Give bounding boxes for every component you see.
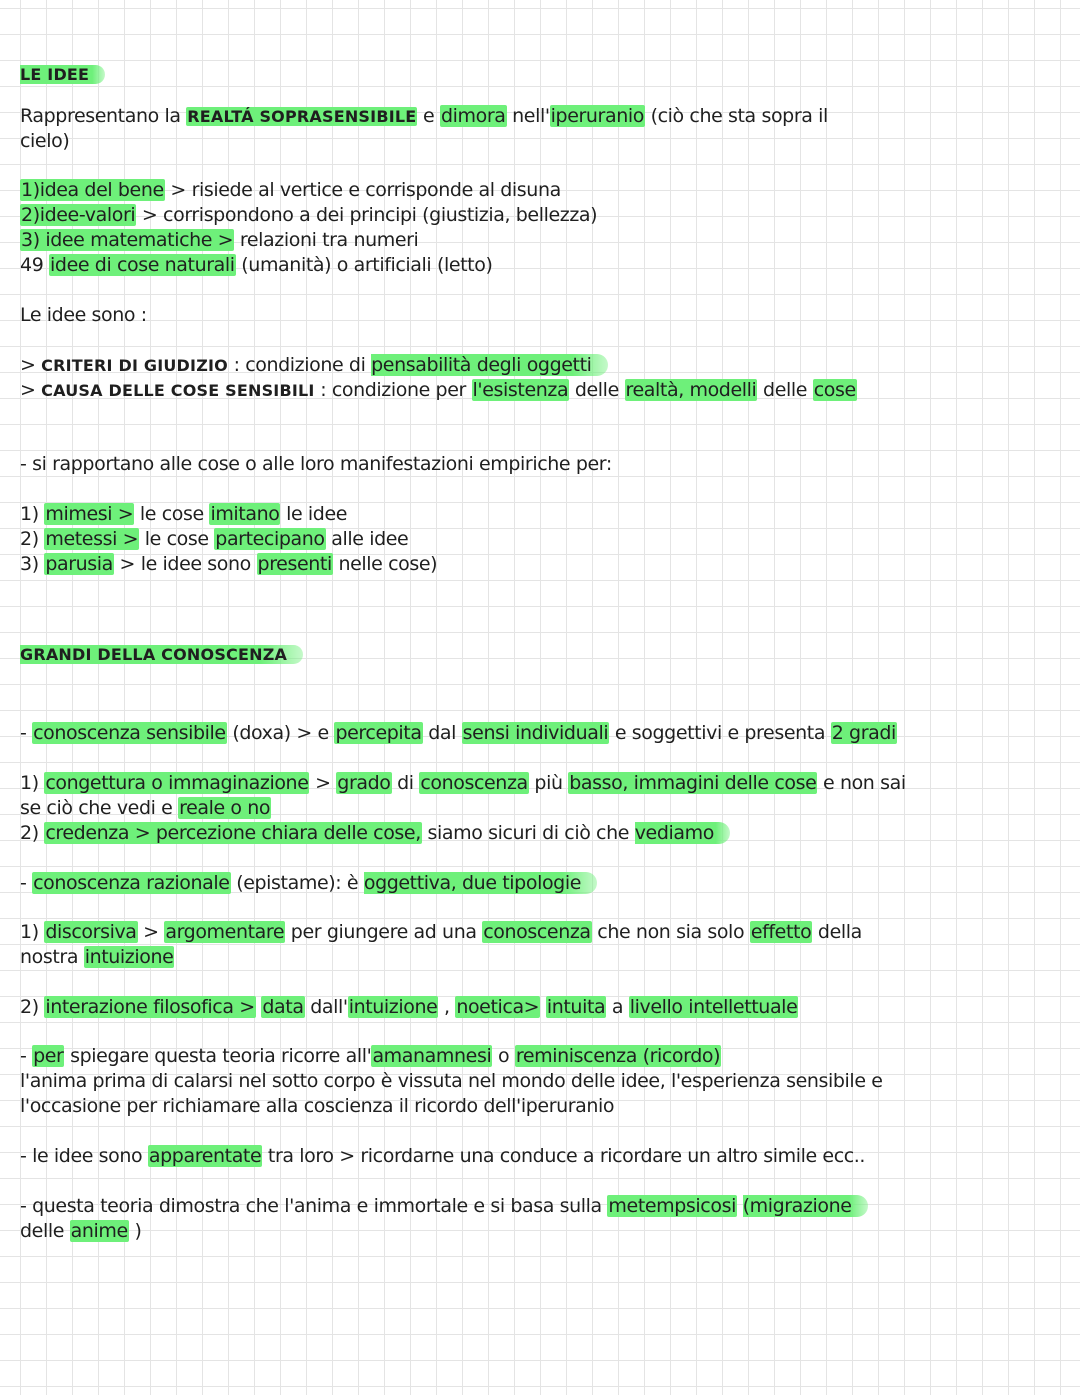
text-segment: alle idee [325,528,409,550]
text-segment [540,996,546,1018]
title-grandi-conoscenza [20,642,303,667]
text-segment: conoscenza razionale [33,872,230,894]
text-segment: intuizione [348,996,438,1018]
text-segment: l'esistenza [472,379,569,401]
metempsicosi-line-2 [20,1219,141,1244]
list-item-idee-valori [20,203,597,228]
text-segment: ) [128,1220,142,1242]
text-segment: reale o no [179,797,271,819]
text-segment: 1) [20,503,45,525]
text-segment: (doxa) > e [226,722,335,744]
text-segment: (epistame): è [230,872,364,894]
text-segment: (umanità) o artificiali (letto) [235,254,493,276]
text-segment: parusia [45,553,113,575]
text-segment: - [20,872,33,894]
text-segment: a [606,996,629,1018]
text-segment: presenti [257,553,332,575]
text-segment: nostra [20,946,84,968]
text-segment: 2) [20,822,45,844]
text-segment: 49 [20,254,50,276]
text-segment: e non sai [817,772,906,794]
text-segment: relazioni tra numeri [234,229,419,251]
text-segment: 3) idee matematiche > [21,229,234,251]
discorsiva-line-1 [20,920,862,945]
text-segment: partecipano [215,528,325,550]
discorsiva-line-2 [20,945,174,970]
text-segment: Rappresentano la [20,105,187,127]
reminiscenza-line-1 [20,1044,721,1069]
text-segment: metempsicosi [608,1195,736,1217]
text-segment: conoscenza [483,921,591,943]
text-segment: > [309,772,337,794]
text-segment: , [438,996,456,1018]
text-segment: livello intellettuale [629,996,798,1018]
text-segment: : condizione per [314,379,472,401]
text-segment: 1) [20,772,45,794]
text-segment [737,1195,743,1217]
conoscenza-sensibile-line [20,721,897,746]
text-segment: della [812,921,862,943]
text-segment: vediamo [635,822,730,844]
text-segment: idee di cose naturali [50,254,235,276]
text-segment: apparentate [148,1145,262,1167]
text-segment: REALTÁ SOPRASENSIBILE [187,107,417,126]
causa-line [20,378,857,403]
text-segment: > [20,379,42,401]
text-segment: cielo) [20,130,70,152]
le-idee-sono-label: Le idee sono : [20,304,147,326]
intro-line-2 [20,129,69,154]
text-segment: percepita [335,722,422,744]
conoscenza-razionale-line [20,871,597,896]
text-segment: argomentare [165,921,285,943]
text-segment: l'anima prima di calarsi nel sotto corpo è vissuta nel mondo delle idee, l'esperienza sensibile e [20,1070,883,1092]
intro-line-1 [20,104,828,129]
text-segment: - questa teoria dimostra che l'anima e immortale e si basa sulla [20,1195,608,1217]
text-segment: 2) [20,528,45,550]
rapporto-mimesi [20,502,347,527]
text-segment: l'occasione per richiamare alla coscienza il ricordo dell'iperuranio [20,1095,615,1117]
text-segment: data [262,996,304,1018]
text-segment: delle [569,379,625,401]
apparentate-line [20,1144,865,1169]
reminiscenza-line-3 [20,1094,614,1119]
text-segment: 2)idee-valori [21,204,136,226]
text-segment: CRITERI DI GIUDIZIO [41,356,228,375]
text-segment: (migrazione [743,1195,868,1217]
list-item-idea-bene [20,178,561,203]
text-segment: > [20,354,42,376]
metempsicosi-line-1 [20,1194,868,1219]
text-segment: oggettiva, due tipologie [364,872,597,894]
text-segment: delle [757,379,813,401]
text-segment: imitano [210,503,280,525]
text-segment: > corrispondono a dei principi (giustizia, bellezza) [136,204,598,226]
text-segment: conoscenza [420,772,528,794]
text-segment: o [492,1045,515,1067]
list-item-cose-naturali [20,253,492,278]
text-segment: intuita [546,996,606,1018]
text-segment: se ciò che vedi e [20,797,179,819]
text-segment: noetica> [456,996,540,1018]
text-segment: mimesi > [45,503,134,525]
text-segment: 2) [20,996,45,1018]
text-segment: iperuranio [550,105,644,127]
text-segment: - le idee sono [20,1145,148,1167]
text-segment: le idee [280,503,348,525]
text-segment: più [528,772,569,794]
text-segment: basso, immagini delle cose [569,772,817,794]
title-text: LE IDEE [20,65,105,84]
text-segment: grado [337,772,391,794]
text-segment: (ciò che sta sopra il [644,105,828,127]
text-segment: per giungere ad una [285,921,483,943]
text-segment: discorsiva [45,921,137,943]
text-segment: dall' [304,996,348,1018]
text-segment: reminiscenza (ricordo) [515,1045,721,1067]
text-segment: nell' [506,105,550,127]
title-le-idee [20,62,105,87]
text-segment: > le idee sono [113,553,257,575]
text-segment: : condizione di [227,354,372,376]
text-segment: > risiede al vertice e corrisponde al disuna [164,179,561,201]
text-segment: > [137,921,165,943]
text-segment: che non sia solo [591,921,750,943]
text-segment: effetto [750,921,812,943]
rapporto-parusia [20,552,437,577]
rapporto-metessi [20,527,408,552]
text-segment: realtà, modelli [625,379,757,401]
text-segment: per [33,1045,64,1067]
text-segment: e soggettivi e presenta [609,722,831,744]
rapporto-intro: - si rapportano alle cose o alle loro manifestazioni empiriche per: [20,453,612,475]
text-segment: - [20,1045,33,1067]
text-segment: credenza > percezione chiara delle cose, [45,822,421,844]
text-segment: 1)idea del bene [21,179,164,201]
credenza-line [20,821,730,846]
text-segment: 3) [20,553,45,575]
text-segment: le cose [134,503,210,525]
text-segment: intuizione [84,946,174,968]
text-segment: e [417,105,440,127]
reminiscenza-line-2 [20,1069,883,1094]
text-segment: 2 gradi [831,722,896,744]
text-segment: cose [813,379,856,401]
title-text: GRANDI DELLA CONOSCENZA [20,645,303,664]
text-segment: delle [20,1220,70,1242]
text-segment: - [20,722,33,744]
text-segment: dal [422,722,462,744]
text-segment: conoscenza sensibile [33,722,226,744]
text-segment: amanamnesi [372,1045,492,1067]
text-segment: le cose [139,528,215,550]
congettura-line-2 [20,796,271,821]
text-segment: spiegare questa teoria ricorre all' [64,1045,372,1067]
text-segment: anime [70,1220,128,1242]
congettura-line-1 [20,771,906,796]
list-item-idee-matematiche [20,228,418,253]
text-segment: interazione filosofica > [45,996,255,1018]
text-segment: congettura o immaginazione [45,772,309,794]
text-segment: 1) [20,921,45,943]
text-segment: di [391,772,420,794]
text-segment: tra loro > ricordarne una conduce a ricordare un altro simile ecc.. [262,1145,866,1167]
criteri-line [20,353,608,378]
text-segment: CAUSA DELLE COSE SENSIBILI [41,381,315,400]
interazione-line [20,995,798,1020]
text-segment: dimora [440,105,506,127]
text-segment: sensi individuali [462,722,609,744]
text-segment: pensabilità degli oggetti [371,354,607,376]
text-segment: metessi > [45,528,139,550]
text-segment: nelle cose) [332,553,438,575]
text-segment: siamo sicuri di ciò che [421,822,635,844]
